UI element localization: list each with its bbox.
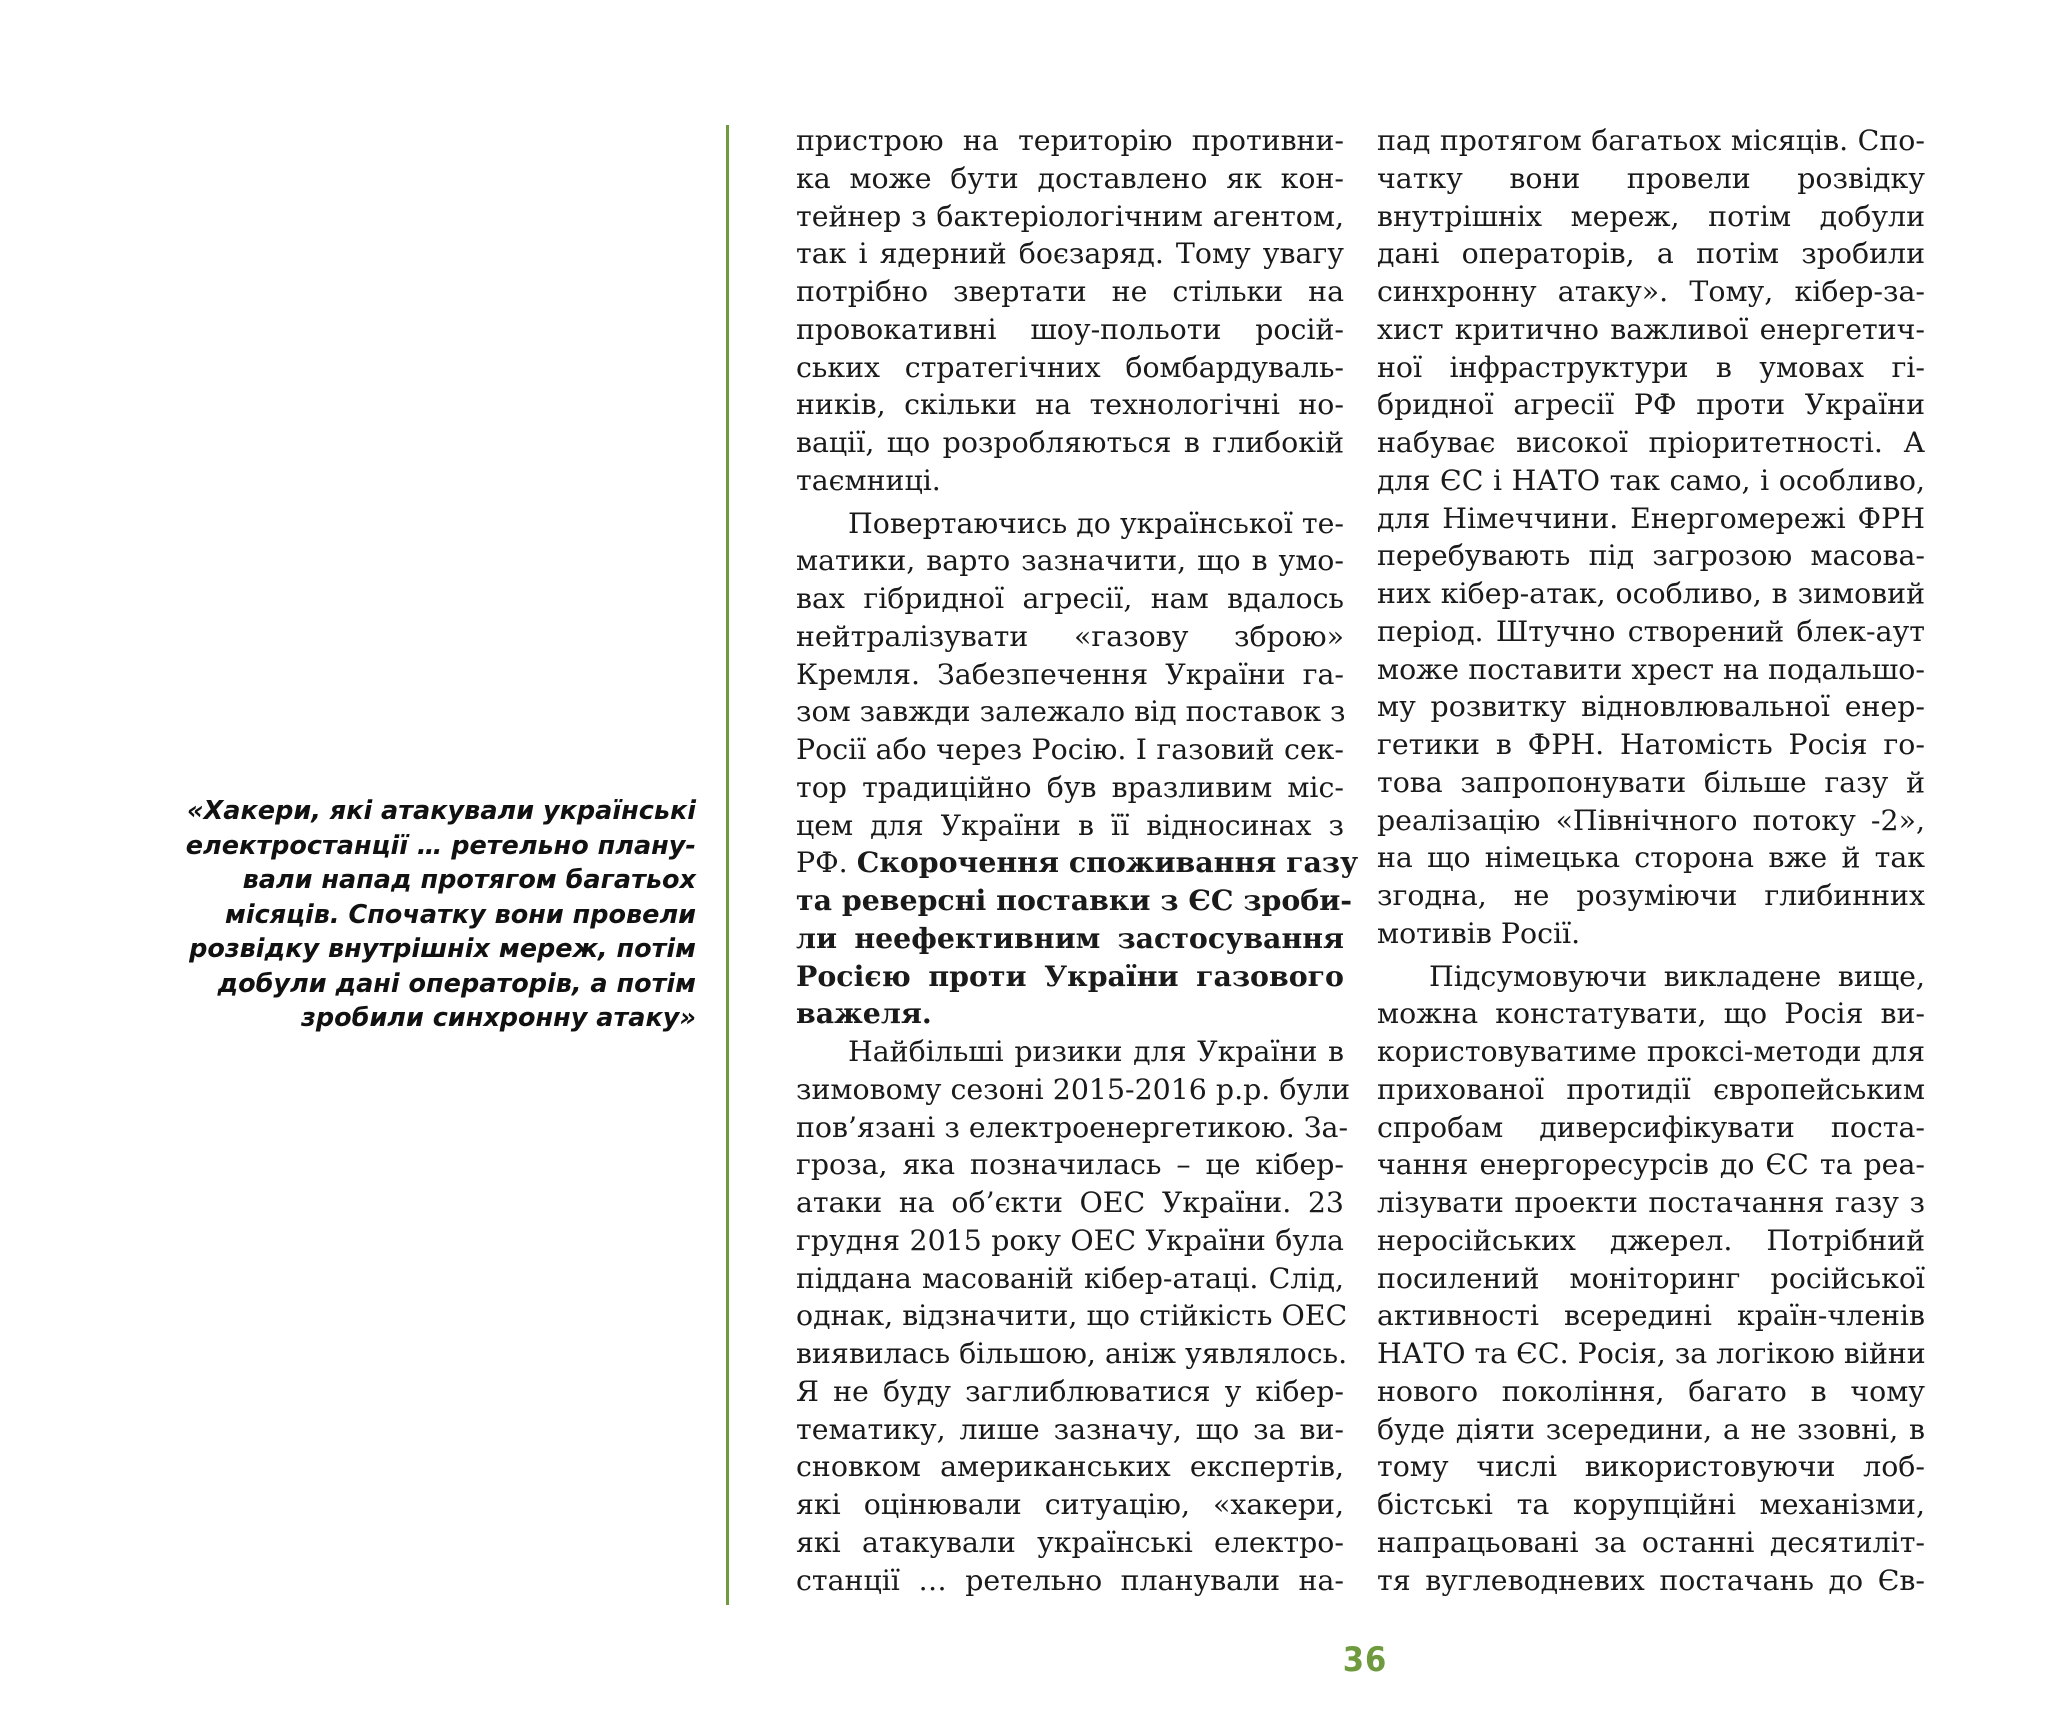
text-line: тематику, лише зазначу, що за ви- [796,1412,1344,1446]
text-line: зимовому сезоні 2015-2016 р.р. були [796,1072,1351,1106]
text-line: неросійських джерел. Потрібний [1377,1223,1925,1257]
text-line: тор традиційно був вразливим міс- [796,770,1344,804]
bold-text-run: Скорочення споживання газу [856,845,1359,880]
text-line: ної інфраструктури в умовах гі- [1377,350,1925,384]
text-line: синхронну атаку». Тому, кібер-за- [1377,275,1925,308]
pull-quote-line: «Хакери, які атакували українські [187,796,696,826]
pull-quote-line: вали напад протягом багатьох [242,865,696,895]
text-line: набуває високої пріоритетності. А [1377,426,1925,459]
text-line: для Німеччини. Енергомережі ФРН [1377,501,1925,535]
text-line: перебувають під загрозою масова- [1377,539,1925,573]
text-line: зом завжди залежало від поставок з [796,695,1346,729]
bold-text-line: важеля. [796,996,932,1031]
text-column-right [1377,122,1925,1599]
text-line: грудня 2015 року ОЕС України була [796,1223,1344,1257]
pull-quote-line: місяців. Спочатку вони провели [225,899,696,930]
text-line: період. Штучно створений блек-аут [1377,614,1925,648]
text-line: виявилась більшою, аніж уявлялось. [796,1337,1348,1370]
text-line: можна констатувати, що Росія ви- [1377,997,1925,1031]
text-run: РФ. [796,846,848,880]
pull-quote-line: електростанції … ретельно плану- [185,830,696,861]
text-line: на що німецька сторона вже й так [1377,841,1925,875]
text-line: пристрою на територію противни- [796,124,1344,157]
text-line: які оцінювали ситуацію, «хакери, [796,1488,1344,1521]
text-line: цем для України в її відносинах з [796,808,1344,842]
text-line: вах гібридної агресії, нам вдалось [796,582,1344,615]
text-line: посилений моніторинг російської [1377,1261,1925,1295]
text-line: нового покоління, багато в чому [1377,1374,1925,1408]
bold-text-line: та реверсні поставки з ЄС зроби- [796,883,1353,917]
text-line: для ЄС і НАТО так само, і особливо, [1377,463,1925,497]
text-line: згодна, не розуміючи глибинних [1377,879,1925,912]
text-line: спробам диверсифікувати поста- [1377,1110,1925,1144]
vertical-divider [726,125,729,1605]
text-line: напрацьовані за останні десятиліт- [1377,1525,1925,1559]
text-line: Підсумовуючи викладене вище, [1429,959,1925,993]
text-column-left [796,122,1359,1599]
bold-text-line: ли неефективним застосування [796,920,1344,955]
text-line: вації, що розробляються в глибокій [796,426,1344,459]
text-line: ка може бути доставлено як кон- [796,161,1344,195]
text-line: провокативні шоу-польоти росій- [796,312,1344,346]
text-line: атаки на об’єкти ОЕС України. 23 [796,1186,1344,1219]
pull-quote-line: розвідку внутрішніх мереж, потім [189,934,696,964]
text-line: гроза, яка позначилась – це кібер- [796,1148,1344,1182]
text-line: дані операторів, а потім зробили [1377,237,1925,271]
text-line: потрібно звертати не стільки на [796,275,1344,308]
text-line: НАТО та ЄС. Росія, за логікою війни [1377,1337,1926,1370]
text-line: тейнер з бактеріологічним агентом, [796,199,1344,233]
text-line: Повертаючись до української те- [848,506,1344,540]
text-line: Росії або через Росію. І газовий сек- [796,733,1344,766]
text-line: ських стратегічних бомбардуваль- [796,350,1344,384]
text-line: користовуватиме проксі-методи для [1377,1035,1925,1068]
text-line: Кремля. Забезпечення України га- [796,657,1344,691]
text-line: так і ядерний боєзаряд. Тому увагу [796,237,1344,271]
text-line: пад протягом багатьох місяців. Спо- [1377,124,1925,157]
text-line: гетики в ФРН. Натомість Росія го- [1377,728,1925,761]
text-line: станції … ретельно планували на- [796,1563,1344,1597]
pull-quote-line: зробили синхронну атаку» [301,1003,696,1033]
pull-quote-line: добули дані операторів, а потім [217,968,696,999]
text-line: таємниці. [796,463,941,497]
text-line: Я не буду заглиблюватися у кібер- [796,1374,1344,1408]
text-line: сновком американських експертів, [796,1450,1344,1484]
text-line: лізувати проекти постачання газу з [1377,1186,1925,1219]
text-line: може поставити хрест на подальшо- [1377,652,1925,686]
text-line: ників, скільки на технологічні но- [796,388,1344,422]
text-line: пов’язані з електроенергетикою. За- [796,1110,1349,1144]
pull-quote [140,794,696,1036]
page-number: 36 [1342,1640,1388,1680]
text-line: това запропонувати більше газу й [1377,765,1925,799]
text-line: тя вуглеводневих постачань до Єв- [1377,1563,1925,1597]
text-line: тому числі використовуючи лоб- [1377,1450,1925,1484]
text-line: му розвитку відновлювальної енер- [1377,690,1925,724]
text-line: Найбільші ризики для України в [848,1035,1344,1068]
text-line: піддана масованій кібер-атаці. Слід, [796,1261,1344,1295]
text-line: бридної агресії РФ проти України [1377,388,1925,422]
text-line: активності всередині країн-членів [1377,1299,1925,1333]
text-line: однак, відзначити, що стійкість ОЕС [796,1299,1348,1333]
text-line: хист критично важливої енергетич- [1377,312,1925,346]
text-line: бістські та корупційні механізми, [1377,1488,1925,1521]
text-line: прихованої протидії європейським [1377,1072,1925,1106]
text-line: мотивів Росії. [1377,916,1581,950]
bold-text-line: Росією проти України газового [796,958,1344,993]
text-line-mixed [796,844,1359,882]
text-line: які атакували українські електро- [796,1525,1344,1559]
text-line: чання енергоресурсів до ЄС та реа- [1377,1148,1925,1182]
text-line: матики, варто зазначити, що в умо- [796,544,1344,578]
text-line: реалізацію «Північного потоку -2», [1377,803,1925,837]
text-line: них кібер-атак, особливо, в зимовий [1377,577,1925,610]
text-line: буде діяти зсередини, а не ззовні, в [1377,1412,1925,1446]
text-line: внутрішніх мереж, потім добули [1377,199,1925,233]
text-line: нейтралізувати «газову зброю» [796,619,1344,653]
text-line: чатку вони провели розвідку [1377,161,1925,195]
